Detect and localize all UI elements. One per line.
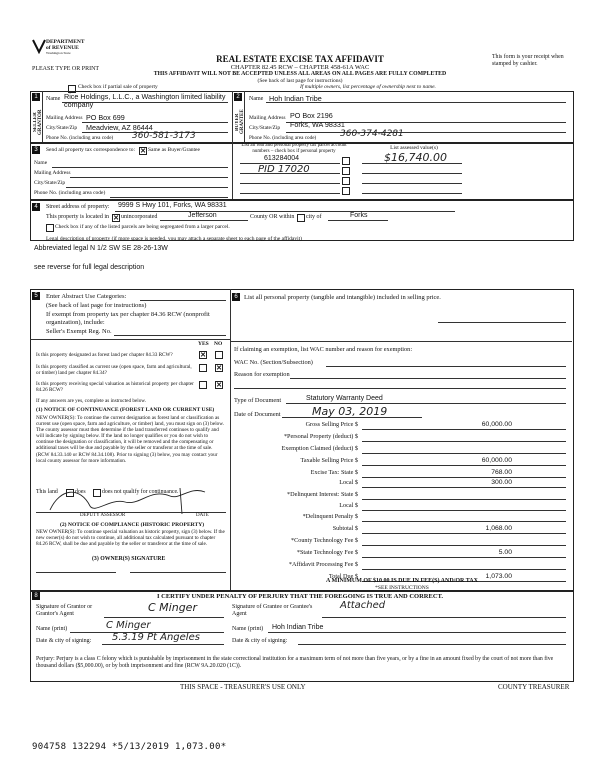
assessed-header: List assessed value(s)	[390, 145, 438, 151]
personal-property-checkbox-2[interactable]	[342, 167, 350, 175]
tax-value-total[interactable]: 1,073.00	[485, 573, 512, 580]
no-header: NO	[214, 341, 223, 347]
buyer-city-label: City/State/Zip	[249, 125, 281, 131]
buyer-phone[interactable]: 360-374-4281	[340, 129, 404, 139]
seller-city[interactable]: Meadview, AZ 86444	[86, 123, 153, 132]
legal-line-2[interactable]: see reverse for full legal description	[34, 264, 145, 271]
grantee-date-label: Date & city of signing:	[232, 638, 288, 644]
tax-label-state: Excise Tax: State $	[310, 469, 358, 476]
dor-logo	[32, 38, 92, 58]
buyer-side-label: BUYER GRANTEE	[235, 109, 245, 135]
buyer-city[interactable]: Forks, WA 98331	[290, 120, 345, 129]
street-label: Street address of property:	[46, 204, 110, 210]
segregated-label: Check box if any of the listed parcels are being segregated from a larger parcel.	[55, 224, 230, 230]
tax-value-gross[interactable]: 60,000.00	[481, 421, 512, 428]
corr-name-label: Name	[34, 160, 48, 166]
segregated-checkbox[interactable]	[46, 224, 54, 232]
personal-property-checkbox-3[interactable]	[342, 177, 350, 185]
doc-date-label: Date of Document	[234, 411, 281, 418]
receipt-note: This form is your receipt when stamped by cashier.	[492, 54, 564, 67]
this-land-label: This land	[36, 489, 58, 495]
tax-label-personal: *Personal Property (deduct) $	[283, 433, 358, 440]
historical-question: Is this property receiving special valuation as historical property per chapter 84.26 RCW?	[36, 381, 194, 393]
deputy-assessor-label: DEPUTY ASSESSOR	[80, 513, 126, 518]
dept-line1: DEPARTMENT	[46, 39, 85, 45]
grantee-signature[interactable]: Attached	[340, 600, 386, 611]
grantee-print-label: Name (print)	[232, 626, 264, 632]
section-5-number: 5	[32, 292, 40, 300]
forest-yes-checkbox[interactable]: ✕	[200, 351, 206, 359]
form-chapter: CHAPTER 82.45 RCW – CHAPTER 458-61A WAC	[230, 64, 370, 71]
see-instructions-note: *SEE INSTRUCTIONS	[375, 585, 429, 591]
notice-continuance-title: (1) NOTICE OF CONTINUANCE (FOREST LAND OR CURRENT USE)	[36, 407, 215, 413]
assessed-value[interactable]: $16,740.00	[384, 151, 447, 164]
tax-label-state-tech: *State Technology Fee $	[296, 549, 358, 556]
seller-address[interactable]: PO Box 699	[86, 113, 125, 122]
tax-label-county-tech: *County Technology Fee $	[291, 537, 358, 544]
buyer-address-label: Mailing Address	[249, 115, 286, 121]
grantor-print-label: Name (print)	[36, 626, 68, 632]
corr-address-label: Mailing Address	[34, 170, 71, 176]
section-3-number: 3	[32, 146, 40, 154]
tax-value-subtotal[interactable]: 1,068.00	[485, 525, 512, 532]
seller-name[interactable]: Rice Holdings, L.L.C., a Washington limited liability company	[64, 92, 226, 109]
see-back-header: (See back of last page for instructions)	[257, 78, 343, 84]
notice-continuance-body: NEW OWNER(S): To continue the current designation as forest land or classification as current use (open space, farm and agriculture, or timber) land, you must sign on (3) below. The county assessor must then determine if the land transferred continues to qualify and will indicate by signing below. If the land no longer qualifies or you do not wish to continue the designation or classification, it will be removed and the compensating or additional taxes will be due and payable by the seller or transferor at the time of sale. (RCW 84.33.140 or RCW 84.34.108). Prior to signing (3) below, you may contact your local county assessor for more information.	[36, 415, 224, 464]
form-warning: THIS AFFIDAVIT WILL NOT BE ACCEPTED UNLESS ALL AREAS ON ALL PAGES ARE FULLY COMPLETED	[153, 71, 447, 77]
street-address[interactable]: 9999 S Hwy 101, Forks, WA 98331	[118, 202, 227, 209]
treasurer-stamp: 904758 132294 *5/13/2019 1,073.00*	[32, 742, 227, 752]
wac-label: WAC No. (Section/Subsection)	[234, 359, 313, 366]
located-label: This property is located in	[46, 214, 109, 220]
doc-date[interactable]: May 03, 2019	[312, 405, 388, 418]
minimum-fee-note: A MINIMUM OF $10.00 IS DUE IN FEE(S) AND/OR TAX	[326, 578, 478, 584]
grantor-sig-label: Signature of Grantor or Grantor's Agent	[36, 604, 93, 617]
yes-header: YES	[198, 341, 209, 347]
washington-seal-icon	[32, 38, 46, 54]
seller-name-label: Name	[46, 96, 61, 102]
tax-value-state-tech[interactable]: 5.00	[498, 549, 512, 556]
section-1-number: 1	[32, 93, 40, 101]
corr-city-label: City/State/Zip	[34, 180, 66, 186]
tax-label-exemption: Exemption Claimed (deduct) $	[281, 445, 358, 452]
exemption-label: If claiming an exemption, list WAC number and reason for exemption:	[234, 346, 413, 353]
does-not-label: does not qualify for continuance.	[102, 489, 179, 495]
tax-label-local: Local $	[339, 479, 358, 486]
grantee-print-name[interactable]: Hoh Indian Tribe	[272, 624, 324, 631]
tax-label-subtotal: Subtotal $	[332, 525, 358, 532]
forest-no-checkbox[interactable]	[215, 351, 223, 359]
owner-signature-label: (3) OWNER(S) SIGNATURE	[92, 556, 166, 562]
partial-sale-label: Check box if partial sale of property	[78, 84, 158, 90]
tax-label-penalty: *Delinquent Penalty $	[302, 513, 358, 520]
grantor-print-name[interactable]: C Minger	[106, 620, 151, 631]
city-value[interactable]: Forks	[350, 212, 368, 219]
abstract-use-label: Enter Abstract Use Categories:	[46, 293, 127, 300]
grantor-signature[interactable]: C Minger	[148, 601, 197, 614]
notice-compliance-title: (2) NOTICE OF COMPLIANCE (HISTORIC PROPERTY)	[60, 522, 205, 528]
legal-line-1[interactable]: Abbreviated legal N 1/2 SW SE 28-26-13W	[34, 245, 168, 252]
exempt-note: If exempt from property tax per chapter 84.36 RCW (nonprofit organization), include:	[46, 311, 210, 326]
buyer-phone-label: Phone No. (including area code)	[249, 135, 317, 141]
notice-compliance-body: NEW OWNER(S): To continue special valuation as historic property, sign (3) below. If the new owner(s) do not wish to continue, all additional tax calculated pursuant to chapter 84.26 RCW, shall be due and payable by the seller or transferor at the time of sale.	[36, 529, 225, 548]
use-see-back: (See back of last page for instructions)	[46, 302, 147, 309]
county-value[interactable]: Jefferson	[188, 212, 217, 219]
historical-no-checkbox[interactable]: ✕	[216, 381, 222, 389]
current-use-no-checkbox[interactable]: ✕	[216, 364, 222, 372]
unincorporated-checkbox[interactable]: ✕	[113, 214, 119, 222]
legal-label: Legal description of property (if more space is needed, you may attach a separate sheet to each page of the affidavit)	[46, 236, 302, 242]
current-use-question: Is this property classified as current use (open space, farm and agricultural, or timber) land per chapter 84.34?	[36, 364, 192, 376]
tax-value-taxable[interactable]: 60,000.00	[481, 457, 512, 464]
seller-city-label: City/State/Zip	[46, 125, 78, 131]
buyer-name[interactable]: Hoh Indian Tribe	[269, 94, 322, 103]
reason-label: Reason for exemption	[234, 371, 290, 378]
same-as-buyer-label: Same as Buyer/Grantee	[148, 147, 200, 153]
county-treasurer: COUNTY TREASURER	[498, 683, 570, 691]
doc-type-label: Type of Document	[234, 397, 282, 404]
parcel-number-handwritten[interactable]: PID 17020	[258, 164, 310, 175]
personal-property-checkbox-4[interactable]	[342, 187, 350, 195]
section-8-number: 8	[32, 592, 40, 600]
seller-phone-label: Phone No. (including area code)	[46, 135, 114, 141]
county-label: County OR within	[250, 214, 295, 220]
type-or-print: PLEASE TYPE OR PRINT	[32, 66, 100, 72]
historical-yes-checkbox[interactable]	[199, 381, 207, 389]
city-checkbox[interactable]	[297, 214, 305, 222]
perjury-statement: Perjury: Perjury is a class C felony which is punishable by imprisonment in the state correctional institution for a maximum term of not more than five years, or by a fine in an amount fixed by the court of not more than five thousand dollars ($5,000.00), or by both imprisonment and fine (RCW 9A.20.020 (1C)).	[36, 656, 554, 669]
tax-label-gross: Gross Selling Price $	[305, 421, 358, 428]
certify-title: I CERTIFY UNDER PENALTY OF PERJURY THAT THE FOREGOING IS TRUE AND CORRECT.	[156, 593, 443, 600]
seller-address-label: Mailing Address	[46, 115, 83, 121]
grantor-date-city[interactable]: 5.3.19 Pt Angeles	[112, 632, 200, 643]
does-label: does	[75, 489, 86, 495]
buyer-name-label: Name	[249, 96, 264, 102]
form-title: REAL ESTATE EXCISE TAX AFFIDAVIT	[216, 54, 384, 64]
grantee-sig-label: Signature of Grantee or Grantee's Agent	[232, 604, 313, 617]
city-of-label: city of	[306, 214, 322, 220]
personal-property-checkbox-1[interactable]	[342, 157, 350, 165]
seller-phone[interactable]: 360-581-3173	[132, 131, 196, 141]
tax-value-local[interactable]: 300.00	[491, 479, 512, 486]
current-use-yes-checkbox[interactable]	[199, 364, 207, 372]
forest-land-question: Is this property designated as forest land per chapter 84.33 RCW?	[36, 352, 173, 358]
parcel-header: List all real and personal property tax parcel account numbers – check box if personal property	[241, 143, 347, 154]
sellers-reg-label: Seller's Exempt Reg. No.	[46, 328, 112, 335]
multiple-owners-note: If multiple owners, list percentage of ownership next to name.	[300, 84, 436, 90]
buyer-address[interactable]: PO Box 2196	[290, 111, 333, 120]
correspondence-label: Send all property tax correspondence to:	[46, 147, 136, 153]
personal-property-label: List all personal property (tangible and intangible) included in selling price.	[244, 294, 441, 301]
section-4-number: 4	[32, 203, 40, 211]
tax-label-affidavit-fee: *Affidavit Processing Fee $	[288, 561, 358, 568]
treasurer-use: THIS SPACE - TREASURER'S USE ONLY	[180, 683, 306, 691]
dept-line2: of REVENUE	[46, 45, 79, 51]
tax-label-total: Total Due $	[328, 573, 358, 580]
doc-type[interactable]: Statutory Warranty Deed	[306, 395, 383, 402]
tax-label-taxable: Taxable Selling Price $	[300, 457, 358, 464]
tax-label-interest-local: Local $	[339, 502, 358, 509]
section-2-number: 2	[234, 93, 242, 101]
unincorporated-label: unincorporated	[121, 214, 158, 220]
any-yes-note: If any answers are yes, complete as instructed below.	[36, 398, 147, 404]
tax-value-state[interactable]: 768.00	[491, 469, 512, 476]
seller-side-label: SELLER GRANTOR	[33, 109, 43, 135]
grantor-date-label: Date & city of signing:	[36, 638, 92, 644]
assessor-date-label: DATE	[196, 513, 209, 518]
section-6-number: 6	[232, 293, 240, 301]
parcel-number-typed[interactable]: 613284004	[264, 155, 300, 162]
same-as-buyer-checkbox[interactable]: ✕	[140, 147, 146, 155]
tax-label-interest-state: *Delinquent Interest: State $	[287, 491, 358, 498]
dept-line3: Washington State	[46, 51, 71, 55]
corr-phone-label: Phone No. (including area code)	[34, 190, 106, 196]
